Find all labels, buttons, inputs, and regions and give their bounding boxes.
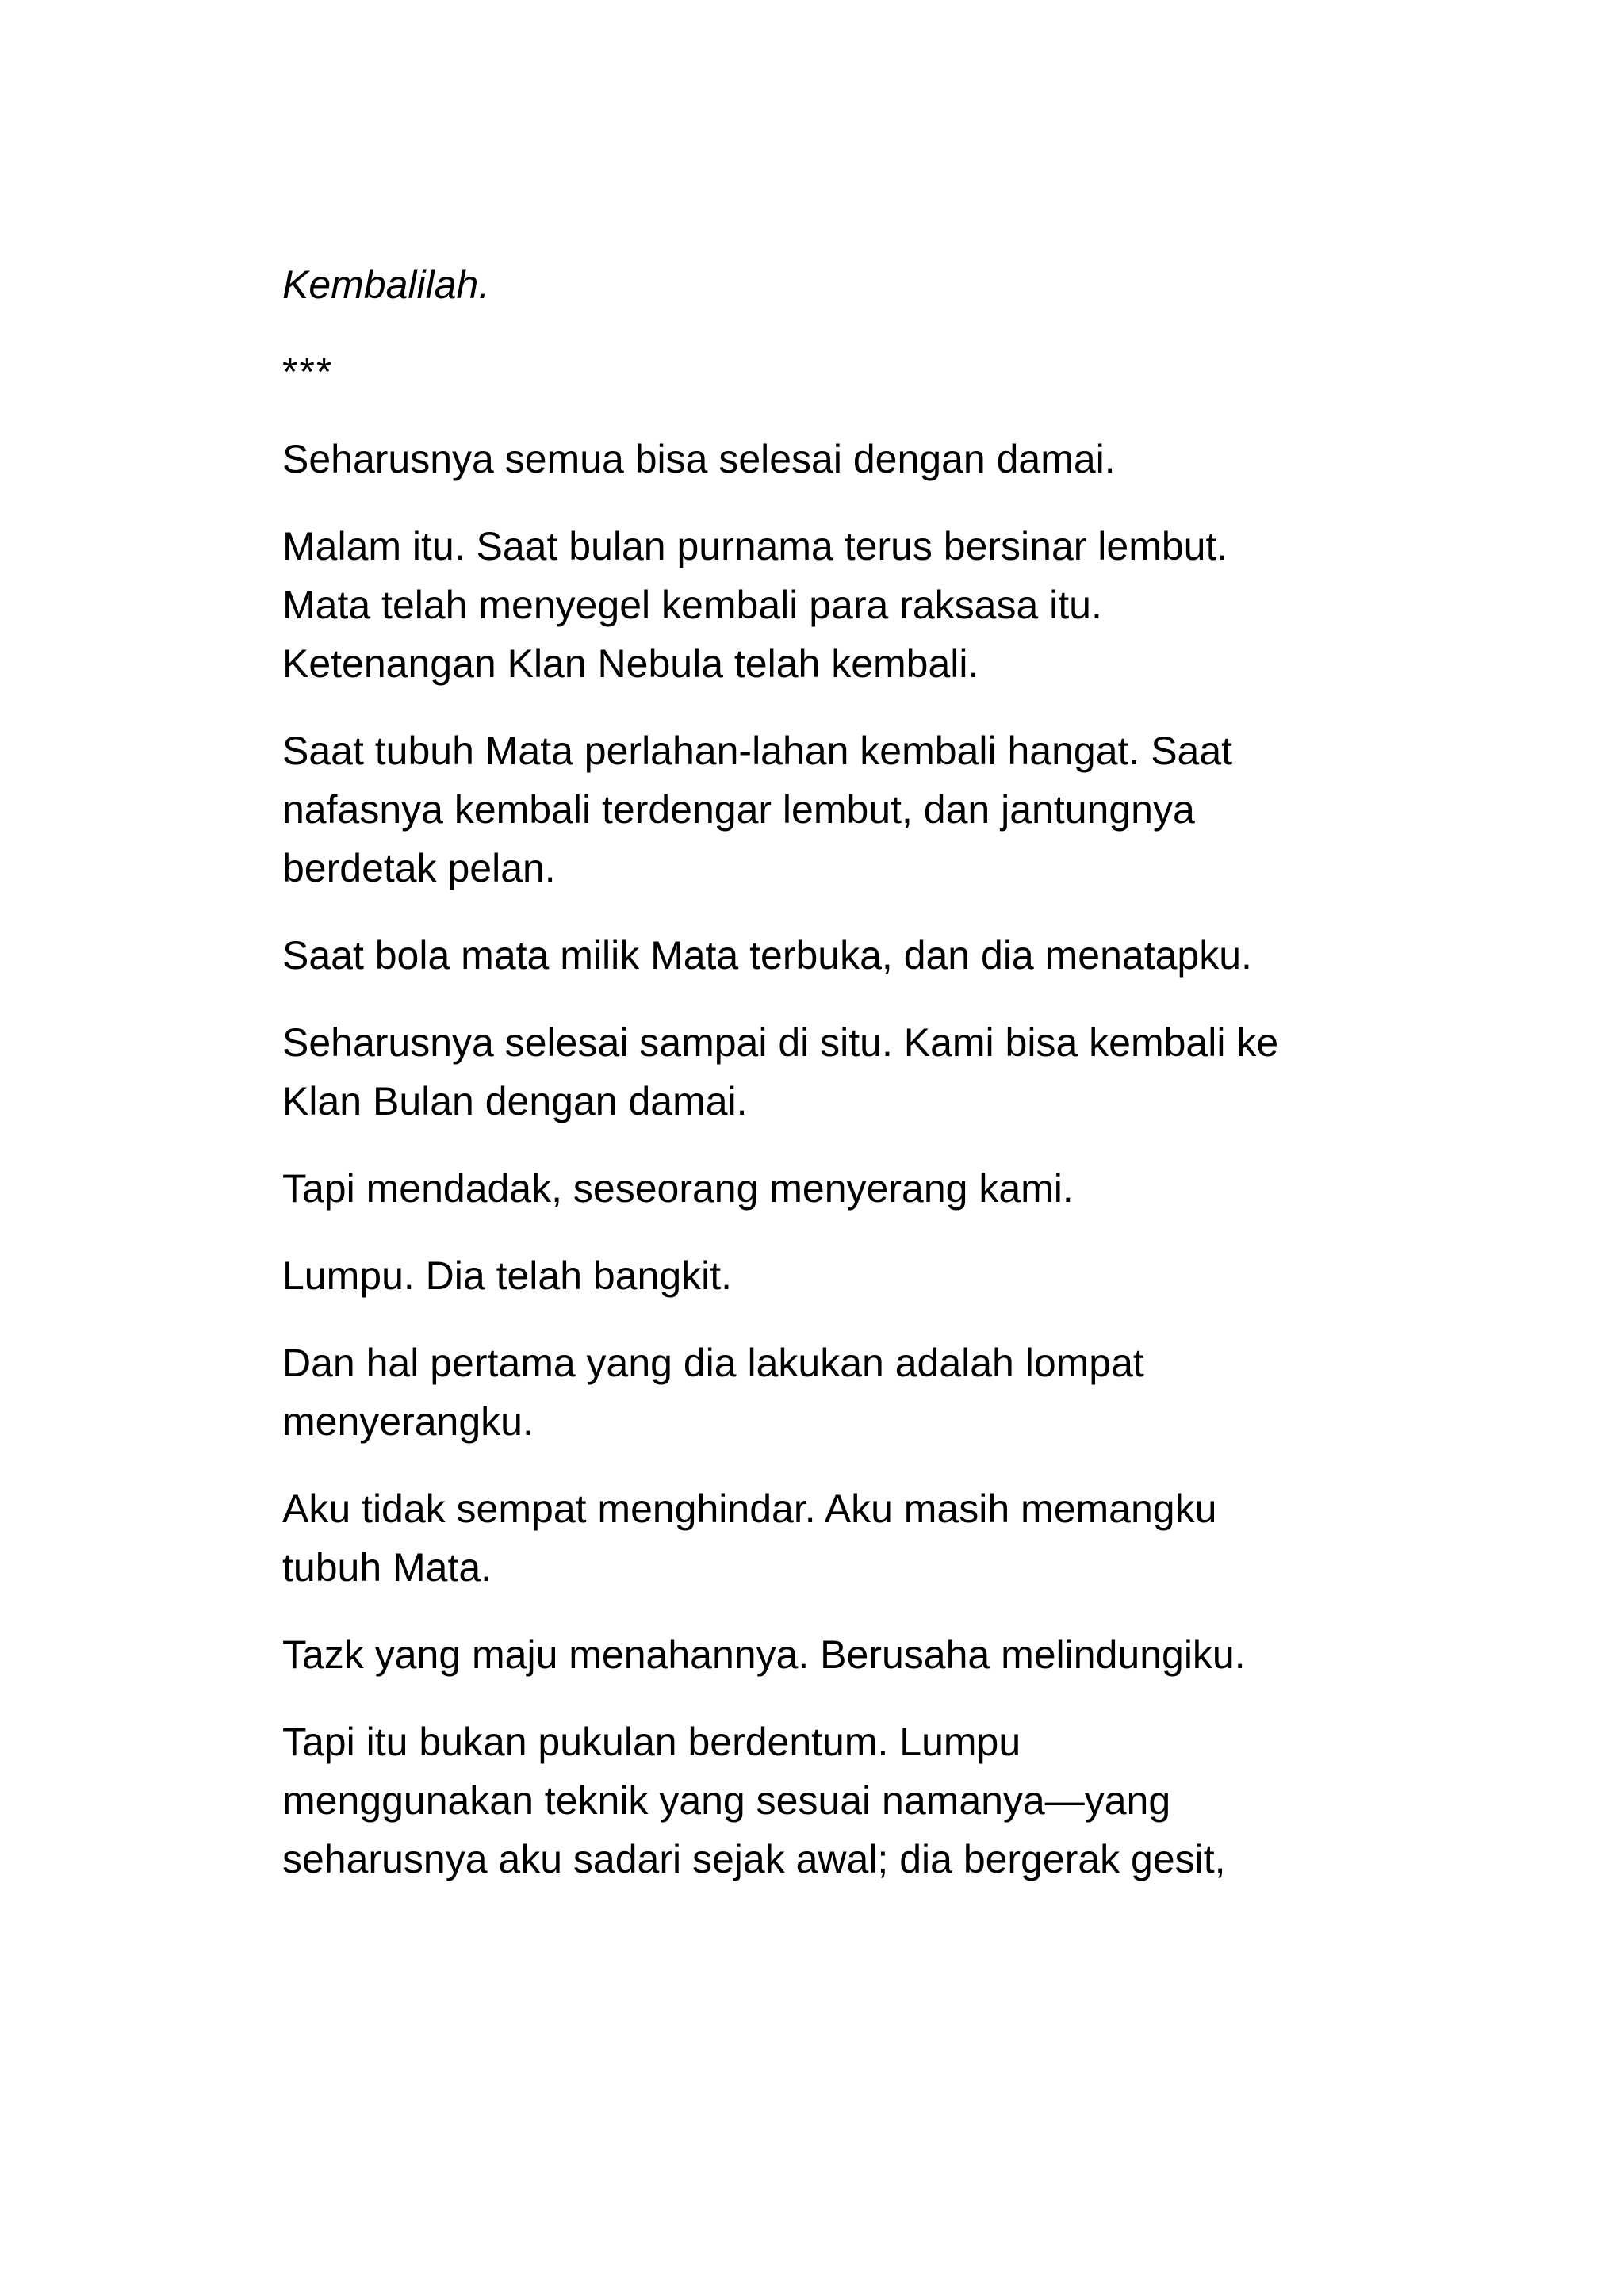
- document-body: [282, 255, 1377, 1917]
- paragraph: Saat tubuh Mata perlahan-lahan kembali hangat. Saat nafasnya kembali terdengar lembut, dan jantungnya berdetak pelan.: [282, 729, 1233, 890]
- paragraph-kembalilah: Kembalilah.: [282, 262, 490, 307]
- paragraph: Tapi itu bukan pukulan berdentum. Lumpu menggunakan teknik yang sesuai namanya—yang seharusnya aku sadari sejak awal; dia bergerak gesit,: [282, 1720, 1226, 1881]
- paragraph: Aku tidak sempat menghindar. Aku masih memangku tubuh Mata.: [282, 1487, 1217, 1590]
- section-separator: ***: [282, 350, 334, 394]
- paragraph: Malam itu. Saat bulan purnama terus bersinar lembut. Mata telah menyegel kembali para raksasa itu. Ketenangan Klan Nebula telah kembali.: [282, 524, 1228, 686]
- paragraph: Dan hal pertama yang dia lakukan adalah lompat menyerangku.: [282, 1341, 1144, 1444]
- paragraph: Seharusnya semua bisa selesai dengan damai.: [282, 437, 1116, 481]
- paragraph: Tazk yang maju menahannya. Berusaha melindungiku.: [282, 1632, 1246, 1677]
- paragraph: Seharusnya selesai sampai di situ. Kami bisa kembali ke Klan Bulan dengan damai.: [282, 1020, 1279, 1123]
- paragraph: Tapi mendadak, seseorang menyerang kami.: [282, 1166, 1074, 1211]
- paragraph: Saat bola mata milik Mata terbuka, dan dia menatapku.: [282, 933, 1252, 978]
- paragraph: Lumpu. Dia telah bangkit.: [282, 1253, 733, 1298]
